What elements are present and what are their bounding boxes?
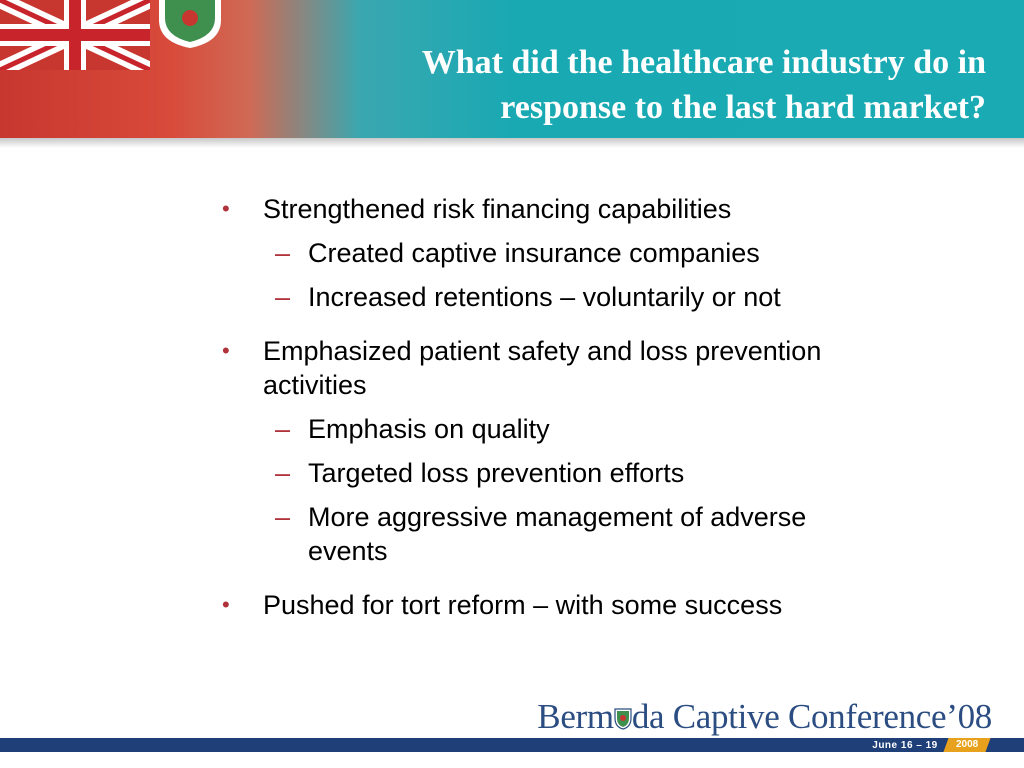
bullet-marker: • [222, 338, 230, 363]
sub-bullet-marker: – [275, 458, 291, 488]
year-badge [943, 738, 990, 752]
sub-bullet-item [222, 236, 982, 270]
bullet-text-line-1: Emphasized patient safety and loss prevention [263, 336, 822, 366]
sub-bullet-marker: – [275, 282, 291, 312]
bullet-marker: • [222, 196, 230, 221]
bullet-item [222, 588, 982, 622]
slide-body [222, 192, 982, 622]
sub-bullet-marker: – [275, 238, 291, 268]
sub-bullet-marker: – [275, 502, 291, 532]
date-range: June 16 – 19 [872, 739, 938, 751]
sub-bullet-text-line-2: events [308, 536, 388, 566]
sub-bullet-marker: – [275, 414, 291, 444]
sub-bullet-text: Emphasis on quality [308, 414, 550, 444]
conference-dates [864, 738, 988, 752]
logo-text-part-2: da Captive Conference’08 [631, 697, 992, 736]
logo-text-part-1: Berm [537, 697, 614, 736]
slide-header [0, 0, 1024, 138]
year-text: 2008 [955, 739, 978, 750]
sub-bullet-item [222, 412, 982, 446]
bullet-item [222, 192, 982, 226]
bullet-marker: • [222, 592, 230, 617]
sub-bullet-item [222, 280, 982, 314]
sub-bullet-text-line-1: More aggressive management of adverse [308, 502, 807, 532]
header-shadow [0, 138, 1024, 148]
title-line-2: response to the last hard market? [500, 89, 986, 126]
sub-bullet-text: Targeted loss prevention efforts [308, 458, 685, 488]
bullet-text: Pushed for tort reform – with some success [263, 590, 783, 620]
bullet-text-line-2: activities [263, 370, 367, 400]
bermuda-flag-icon [155, 0, 225, 48]
sub-bullet-text: Created captive insurance companies [308, 238, 760, 268]
conference-logo [537, 697, 992, 737]
sub-bullet-item [222, 500, 982, 568]
slide-title [226, 40, 986, 130]
bullet-item [222, 334, 982, 402]
title-line-1: What did the healthcare industry do in [421, 44, 986, 81]
bermuda-crest-icon [614, 708, 632, 730]
sub-bullet-item [222, 456, 982, 490]
union-jack-icon [0, 0, 150, 70]
bullet-text: Strengthened risk financing capabilities [263, 194, 732, 224]
sub-bullet-text: Increased retentions – voluntarily or not [308, 282, 781, 312]
